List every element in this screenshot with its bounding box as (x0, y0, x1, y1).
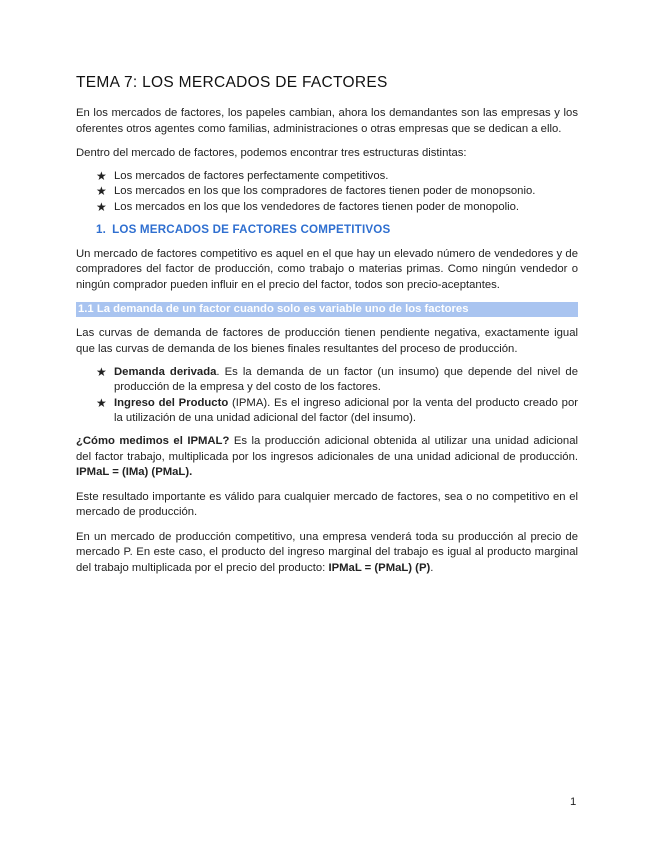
competitive-end: . (430, 562, 434, 575)
star-bullet-icon: ★ (96, 168, 107, 183)
definition-term: Ingreso del Producto (114, 396, 229, 409)
page-content (76, 74, 578, 586)
subsection-heading: 1.1 La demanda de un factor cuando solo es variable uno de los factores (76, 302, 578, 317)
star-bullet-icon: ★ (96, 184, 107, 199)
competitive-paragraph (76, 530, 578, 577)
section-number: 1. (96, 222, 107, 236)
structures-intro: Dentro del mercado de factores, podemos encontrar tres estructuras distintas: (76, 147, 467, 160)
page-number: 1 (570, 796, 577, 808)
competitive-formula: IPMaL = (PMaL) (P) (328, 562, 431, 575)
ipmal-formula: IPMaL = (IMa) (PMaL). (76, 466, 193, 479)
page-title: TEMA 7: LOS MERCADOS DE FACTORES (76, 74, 388, 91)
ipmal-text: Es la producción adicional obtenida al utilizar una unidad adicional del factor trabajo, multiplicada por los ingresos adicionales de una unidad adicional de producción. (76, 434, 578, 463)
definition-text: (IPMA). Es el ingreso adicional por la venta del producto creado por la utilización de una unidad adicional del factor (del insumo). (114, 396, 578, 425)
section-heading (96, 223, 578, 236)
definitions-list (76, 365, 578, 427)
list-item (96, 200, 578, 216)
subsection-paragraph: Las curvas de demanda de factores de producción tienen pendiente negativa, exactamente igual que las curvas de demanda de los bienes finales resultantes del proceso de producción. (76, 327, 578, 355)
section-title-text: LOS MERCADOS DE FACTORES COMPETITIVOS (112, 222, 391, 236)
definition-text: . Es la demanda de un factor (un insumo) que depende del nivel de producción de la empresa y del costo de los factores. (114, 365, 578, 394)
star-bullet-icon: ★ (96, 395, 107, 410)
star-bullet-icon: ★ (96, 364, 107, 379)
definition-term: Demanda derivada (114, 365, 217, 378)
competitive-text: En un mercado de producción competitivo, una empresa venderá toda su producción al precio de mercado P. En este caso, el producto del ingreso marginal del trabajo es igual al producto marginal del trabajo multiplicada por el precio del producto: (76, 530, 578, 575)
list-item (96, 365, 578, 396)
result-paragraph: Este resultado importante es válido para cualquier mercado de factores, sea o no competitivo en el mercado de producción. (76, 490, 578, 519)
ipmal-question: ¿Cómo medimos el IPMAL? (76, 434, 230, 447)
ipmal-paragraph (76, 434, 578, 481)
list-item (96, 169, 578, 185)
list-item (96, 184, 578, 200)
list-item (96, 396, 578, 427)
intro-paragraph: En los mercados de factores, los papeles cambian, ahora los demandantes son las empresas y los oferentes otros agentes como familias, administraciones o otras empresas que se dedican a ello. (76, 107, 578, 135)
section-paragraph: Un mercado de factores competitivo es aquel en el que hay un elevado número de vendedores y de compradores del factor de producción, como trabajo o materias primas. Como ningún vendedor o ningún comprador pueden influir en el precio del factor, todos son precio-aceptantes. (76, 247, 578, 291)
list-item-text: Los mercados de factores perfectamente competitivos. (114, 169, 389, 182)
structures-list (76, 169, 578, 216)
list-item-text: Los mercados en los que los compradores de factores tienen poder de monopsonio. (114, 185, 536, 198)
list-item-text: Los mercados en los que los vendedores de factores tienen poder de monopolio. (114, 200, 520, 213)
star-bullet-icon: ★ (96, 199, 107, 214)
